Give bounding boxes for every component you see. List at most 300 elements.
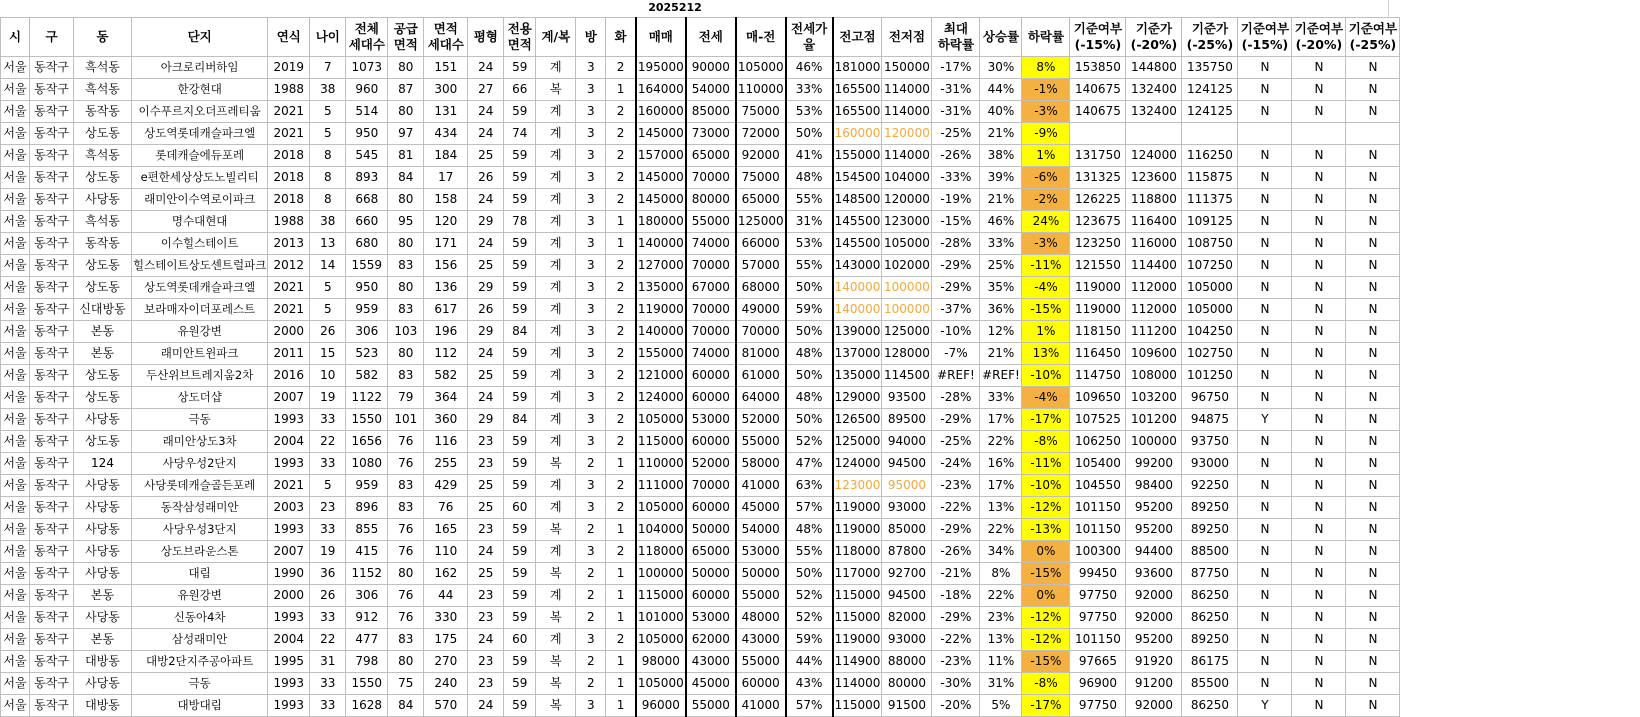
cell[interactable]: 140675 <box>1070 101 1126 123</box>
cell[interactable]: 330 <box>424 607 468 629</box>
cell[interactable]: N <box>1292 299 1346 321</box>
cell[interactable]: 본동 <box>74 629 132 651</box>
cell[interactable]: 196 <box>424 321 468 343</box>
cell[interactable]: 1122 <box>346 387 388 409</box>
cell[interactable]: 2016 <box>268 365 310 387</box>
cell[interactable]: 1993 <box>268 519 310 541</box>
cell[interactable] <box>1126 123 1182 145</box>
cell[interactable]: 2018 <box>268 189 310 211</box>
cell[interactable] <box>1238 123 1292 145</box>
cell[interactable]: 92250 <box>1182 475 1238 497</box>
cell[interactable]: 59 <box>504 255 536 277</box>
cell[interactable]: 26 <box>310 321 346 343</box>
cell[interactable]: N <box>1346 343 1400 365</box>
cell[interactable]: 5 <box>310 475 346 497</box>
cell[interactable]: 86175 <box>1182 651 1238 673</box>
cell[interactable]: 128000 <box>882 343 932 365</box>
cell[interactable]: 33 <box>310 453 346 475</box>
cell[interactable]: 60000 <box>736 673 786 695</box>
cell[interactable]: 서울 <box>1 541 30 563</box>
cell[interactable]: 75000 <box>736 101 786 123</box>
cell[interactable]: 동작구 <box>30 255 74 277</box>
cell[interactable]: 58000 <box>736 453 786 475</box>
cell[interactable]: 88000 <box>882 651 932 673</box>
cell[interactable]: 동작구 <box>30 497 74 519</box>
cell[interactable]: 24 <box>468 387 504 409</box>
cell[interactable]: 서울 <box>1 453 30 475</box>
cell[interactable]: 19 <box>310 387 346 409</box>
cell[interactable]: 1993 <box>268 453 310 475</box>
cell[interactable]: 동작구 <box>30 167 74 189</box>
cell[interactable]: 76 <box>388 431 424 453</box>
cell[interactable]: 93500 <box>882 387 932 409</box>
cell[interactable]: 85000 <box>686 101 736 123</box>
cell[interactable]: 24 <box>468 189 504 211</box>
cell[interactable]: 97 <box>388 123 424 145</box>
cell[interactable]: 104000 <box>882 167 932 189</box>
cell[interactable]: 23 <box>468 585 504 607</box>
cell[interactable]: 116450 <box>1070 343 1126 365</box>
cell[interactable]: 33 <box>310 673 346 695</box>
cell[interactable]: 117000 <box>833 563 882 585</box>
cell[interactable]: 94875 <box>1182 409 1238 431</box>
cell[interactable]: 1 <box>606 233 636 255</box>
cell[interactable]: 145000 <box>636 167 686 189</box>
cell[interactable]: 119000 <box>833 497 882 519</box>
cell[interactable]: 98400 <box>1126 475 1182 497</box>
cell[interactable]: -29% <box>932 409 980 431</box>
cell[interactable]: 160000 <box>833 123 882 145</box>
cell[interactable]: N <box>1346 563 1400 585</box>
cell[interactable]: 17% <box>980 475 1022 497</box>
cell[interactable]: N <box>1346 233 1400 255</box>
cell[interactable]: 668 <box>346 189 388 211</box>
cell[interactable]: 60 <box>504 497 536 519</box>
cell[interactable]: 74 <box>504 123 536 145</box>
cell[interactable]: #REF! <box>932 365 980 387</box>
cell[interactable]: -8% <box>1022 431 1070 453</box>
cell[interactable]: 89250 <box>1182 497 1238 519</box>
cell[interactable]: 2000 <box>268 321 310 343</box>
cell[interactable]: e편한세상상도노빌리티 <box>132 167 268 189</box>
cell[interactable]: 124000 <box>636 387 686 409</box>
cell[interactable]: 59 <box>504 57 536 79</box>
cell[interactable]: 43000 <box>736 629 786 651</box>
cell[interactable]: 48% <box>786 387 833 409</box>
cell[interactable]: 50% <box>786 123 833 145</box>
cell[interactable]: N <box>1346 79 1400 101</box>
cell[interactable]: 102750 <box>1182 343 1238 365</box>
cell[interactable]: 115875 <box>1182 167 1238 189</box>
cell[interactable]: 154500 <box>833 167 882 189</box>
cell[interactable]: N <box>1238 497 1292 519</box>
cell[interactable]: 119000 <box>1070 299 1126 321</box>
cell[interactable]: 60 <box>504 629 536 651</box>
cell[interactable]: 91920 <box>1126 651 1182 673</box>
cell[interactable]: 25 <box>468 563 504 585</box>
cell[interactable]: 47% <box>786 453 833 475</box>
cell[interactable]: 570 <box>424 695 468 717</box>
cell[interactable]: 306 <box>346 585 388 607</box>
cell[interactable]: 계 <box>536 629 576 651</box>
cell[interactable]: 52% <box>786 585 833 607</box>
cell[interactable]: 57% <box>786 497 833 519</box>
cell[interactable]: -23% <box>932 475 980 497</box>
cell[interactable]: 13% <box>980 629 1022 651</box>
cell[interactable]: N <box>1238 387 1292 409</box>
cell[interactable]: N <box>1238 145 1292 167</box>
cell[interactable]: 112000 <box>1126 299 1182 321</box>
cell[interactable]: 38% <box>980 145 1022 167</box>
cell[interactable]: 2 <box>576 651 606 673</box>
cell[interactable]: 래미안상도3차 <box>132 431 268 453</box>
cell[interactable]: 102000 <box>882 255 932 277</box>
cell[interactable]: 240 <box>424 673 468 695</box>
cell[interactable]: 103 <box>388 321 424 343</box>
cell[interactable]: 24 <box>468 343 504 365</box>
cell[interactable]: 26 <box>468 299 504 321</box>
cell[interactable]: N <box>1346 101 1400 123</box>
cell[interactable]: 2 <box>606 321 636 343</box>
cell[interactable]: -25% <box>932 431 980 453</box>
cell[interactable]: 364 <box>424 387 468 409</box>
column-header[interactable]: 하락률 <box>1022 18 1070 57</box>
cell[interactable]: 59 <box>504 607 536 629</box>
cell[interactable]: #REF! <box>980 365 1022 387</box>
cell[interactable]: 1 <box>606 695 636 717</box>
cell[interactable]: N <box>1292 541 1346 563</box>
cell[interactable]: Y <box>1238 695 1292 717</box>
cell[interactable]: 100000 <box>882 277 932 299</box>
cell[interactable]: 145500 <box>833 211 882 233</box>
cell[interactable]: 23 <box>468 431 504 453</box>
cell[interactable]: 123250 <box>1070 233 1126 255</box>
cell[interactable]: 13% <box>980 497 1022 519</box>
cell[interactable]: 복 <box>536 453 576 475</box>
cell[interactable]: 95200 <box>1126 519 1182 541</box>
cell[interactable]: 서울 <box>1 189 30 211</box>
cell[interactable]: -12% <box>1022 497 1070 519</box>
cell[interactable]: 101250 <box>1182 365 1238 387</box>
cell[interactable]: 140000 <box>833 299 882 321</box>
cell[interactable]: 31 <box>310 651 346 673</box>
cell[interactable]: 3 <box>576 123 606 145</box>
cell[interactable]: 84 <box>388 695 424 717</box>
cell[interactable]: 2 <box>606 629 636 651</box>
cell[interactable]: N <box>1292 387 1346 409</box>
cell[interactable]: 10 <box>310 365 346 387</box>
cell[interactable]: 80 <box>388 233 424 255</box>
cell[interactable]: N <box>1292 563 1346 585</box>
cell[interactable]: 1988 <box>268 211 310 233</box>
cell[interactable]: 76 <box>424 497 468 519</box>
cell[interactable]: 복 <box>536 695 576 717</box>
cell[interactable]: 삼성래미안 <box>132 629 268 651</box>
cell[interactable]: 3 <box>576 431 606 453</box>
cell[interactable] <box>1070 123 1126 145</box>
cell[interactable]: 2019 <box>268 57 310 79</box>
cell[interactable]: 계 <box>536 475 576 497</box>
cell[interactable]: 2021 <box>268 123 310 145</box>
cell[interactable]: 24 <box>468 695 504 717</box>
cell[interactable]: 동작구 <box>30 695 74 717</box>
cell[interactable]: 181000 <box>833 57 882 79</box>
cell[interactable]: 33 <box>310 607 346 629</box>
cell[interactable]: 33% <box>980 233 1022 255</box>
cell[interactable]: 유원강변 <box>132 585 268 607</box>
cell[interactable]: 1993 <box>268 607 310 629</box>
cell[interactable]: 복 <box>536 519 576 541</box>
cell[interactable]: 137000 <box>833 343 882 365</box>
cell[interactable]: 68000 <box>736 277 786 299</box>
cell[interactable]: N <box>1292 79 1346 101</box>
cell[interactable]: 75 <box>388 673 424 695</box>
cell[interactable]: N <box>1346 255 1400 277</box>
cell[interactable]: -28% <box>932 233 980 255</box>
cell[interactable]: -29% <box>932 519 980 541</box>
cell[interactable]: 39% <box>980 167 1022 189</box>
cell[interactable]: 서울 <box>1 519 30 541</box>
cell[interactable]: 300 <box>424 79 468 101</box>
cell[interactable]: 복 <box>536 79 576 101</box>
cell[interactable]: -11% <box>1022 255 1070 277</box>
cell[interactable]: 95000 <box>882 475 932 497</box>
cell[interactable]: 80 <box>388 343 424 365</box>
cell[interactable]: 보라매자이더포레스트 <box>132 299 268 321</box>
cell[interactable]: 798 <box>346 651 388 673</box>
cell[interactable]: 2007 <box>268 387 310 409</box>
cell[interactable]: 동작구 <box>30 211 74 233</box>
cell[interactable]: 129000 <box>833 387 882 409</box>
cell[interactable]: N <box>1292 321 1346 343</box>
cell[interactable]: 상도동 <box>74 167 132 189</box>
cell[interactable]: 680 <box>346 233 388 255</box>
cell[interactable]: N <box>1292 519 1346 541</box>
cell[interactable]: 서울 <box>1 629 30 651</box>
cell[interactable]: 16% <box>980 453 1022 475</box>
cell[interactable]: 3 <box>576 629 606 651</box>
cell[interactable]: N <box>1238 431 1292 453</box>
cell[interactable]: -3% <box>1022 101 1070 123</box>
cell[interactable]: 114000 <box>882 101 932 123</box>
cell[interactable]: 70000 <box>686 321 736 343</box>
cell[interactable]: 11% <box>980 651 1022 673</box>
cell[interactable]: 82000 <box>882 607 932 629</box>
cell[interactable]: 동작구 <box>30 387 74 409</box>
cell[interactable]: 서울 <box>1 387 30 409</box>
cell[interactable]: 109650 <box>1070 387 1126 409</box>
cell[interactable]: 124000 <box>1126 145 1182 167</box>
cell[interactable]: 135000 <box>833 365 882 387</box>
cell[interactable]: 156 <box>424 255 468 277</box>
cell[interactable]: 80000 <box>882 673 932 695</box>
cell[interactable]: 60000 <box>686 365 736 387</box>
cell[interactable]: 140000 <box>636 233 686 255</box>
cell[interactable]: 41% <box>786 145 833 167</box>
cell[interactable]: 98000 <box>636 651 686 673</box>
cell[interactable]: 계 <box>536 541 576 563</box>
cell[interactable]: 2 <box>606 387 636 409</box>
cell[interactable]: 14 <box>310 255 346 277</box>
cell[interactable]: 22 <box>310 629 346 651</box>
cell[interactable]: 22% <box>980 585 1022 607</box>
cell[interactable]: 2000 <box>268 585 310 607</box>
cell[interactable]: -7% <box>932 343 980 365</box>
column-header[interactable]: 평형 <box>468 18 504 57</box>
cell[interactable]: 101150 <box>1070 629 1126 651</box>
cell[interactable]: 3 <box>576 145 606 167</box>
cell[interactable]: 84 <box>504 409 536 431</box>
cell[interactable]: 계 <box>536 255 576 277</box>
cell[interactable]: 2021 <box>268 101 310 123</box>
cell[interactable]: 100000 <box>1126 431 1182 453</box>
cell[interactable]: 53000 <box>736 541 786 563</box>
cell[interactable]: N <box>1292 343 1346 365</box>
cell[interactable]: 855 <box>346 519 388 541</box>
column-header[interactable]: 기준여부 (-15%) <box>1070 18 1126 57</box>
cell[interactable]: 112000 <box>1126 277 1182 299</box>
cell[interactable]: 107250 <box>1182 255 1238 277</box>
cell[interactable]: 동작구 <box>30 233 74 255</box>
cell[interactable]: 46% <box>786 57 833 79</box>
cell[interactable]: 108000 <box>1126 365 1182 387</box>
cell[interactable]: 893 <box>346 167 388 189</box>
cell[interactable]: 148500 <box>833 189 882 211</box>
cell[interactable]: 5% <box>980 695 1022 717</box>
cell[interactable]: 950 <box>346 277 388 299</box>
cell[interactable]: N <box>1238 607 1292 629</box>
cell[interactable]: 912 <box>346 607 388 629</box>
cell[interactable]: N <box>1238 563 1292 585</box>
cell[interactable]: 2 <box>606 123 636 145</box>
column-header[interactable]: 전체 세대수 <box>346 18 388 57</box>
cell[interactable]: 76 <box>388 541 424 563</box>
cell[interactable]: 59 <box>504 673 536 695</box>
cell[interactable]: 136 <box>424 277 468 299</box>
cell[interactable]: 31% <box>980 673 1022 695</box>
cell[interactable]: 959 <box>346 299 388 321</box>
cell[interactable]: 1993 <box>268 673 310 695</box>
cell[interactable]: 2018 <box>268 167 310 189</box>
cell[interactable]: 29 <box>468 211 504 233</box>
cell[interactable]: N <box>1346 321 1400 343</box>
cell[interactable]: 동작구 <box>30 189 74 211</box>
cell[interactable]: 2007 <box>268 541 310 563</box>
cell[interactable]: 99200 <box>1126 453 1182 475</box>
column-header[interactable]: 매-전 <box>736 18 786 57</box>
cell[interactable]: 86250 <box>1182 607 1238 629</box>
cell[interactable]: 23 <box>468 673 504 695</box>
cell[interactable]: 63% <box>786 475 833 497</box>
cell[interactable]: 24 <box>468 57 504 79</box>
cell[interactable]: 660 <box>346 211 388 233</box>
cell[interactable]: 52000 <box>736 409 786 431</box>
cell[interactable]: 116 <box>424 431 468 453</box>
cell[interactable]: 91500 <box>882 695 932 717</box>
cell[interactable] <box>1182 123 1238 145</box>
cell[interactable]: 145000 <box>636 123 686 145</box>
cell[interactable]: 34% <box>980 541 1022 563</box>
cell[interactable]: 50000 <box>686 519 736 541</box>
cell[interactable]: 24 <box>468 629 504 651</box>
cell[interactable]: 100000 <box>636 563 686 585</box>
cell[interactable]: -24% <box>932 453 980 475</box>
cell[interactable]: 5 <box>310 101 346 123</box>
cell[interactable]: 89500 <box>882 409 932 431</box>
cell[interactable]: 2013 <box>268 233 310 255</box>
cell[interactable]: N <box>1346 189 1400 211</box>
cell[interactable]: N <box>1238 343 1292 365</box>
cell[interactable]: 87 <box>388 79 424 101</box>
cell[interactable]: N <box>1238 365 1292 387</box>
cell[interactable]: 62000 <box>686 629 736 651</box>
cell[interactable]: 서울 <box>1 475 30 497</box>
cell[interactable]: 70000 <box>686 255 736 277</box>
cell[interactable]: 76 <box>388 585 424 607</box>
cell[interactable]: 13 <box>310 233 346 255</box>
cell[interactable]: 90000 <box>686 57 736 79</box>
cell[interactable]: 94500 <box>882 585 932 607</box>
cell[interactable]: 617 <box>424 299 468 321</box>
cell[interactable]: 사당동 <box>74 563 132 585</box>
cell[interactable]: 44% <box>786 651 833 673</box>
cell[interactable]: N <box>1346 365 1400 387</box>
cell[interactable]: 23% <box>980 607 1022 629</box>
cell[interactable]: N <box>1238 189 1292 211</box>
cell[interactable]: 3 <box>576 409 606 431</box>
cell[interactable]: 동작구 <box>30 277 74 299</box>
cell[interactable]: 95200 <box>1126 497 1182 519</box>
cell[interactable]: 94400 <box>1126 541 1182 563</box>
cell[interactable]: 118000 <box>833 541 882 563</box>
cell[interactable]: 115000 <box>833 695 882 717</box>
cell[interactable]: 105000 <box>636 629 686 651</box>
cell[interactable]: 1 <box>606 651 636 673</box>
cell[interactable]: 155000 <box>833 145 882 167</box>
cell[interactable]: 동작구 <box>30 475 74 497</box>
cell[interactable]: 55000 <box>736 431 786 453</box>
cell[interactable]: 2021 <box>268 475 310 497</box>
column-header[interactable]: 기준가 (-20%) <box>1126 18 1182 57</box>
cell[interactable]: 52000 <box>686 453 736 475</box>
cell[interactable]: 7 <box>310 57 346 79</box>
cell[interactable]: 121550 <box>1070 255 1126 277</box>
cell[interactable]: 서울 <box>1 343 30 365</box>
cell[interactable]: 38 <box>310 211 346 233</box>
cell[interactable]: 계 <box>536 145 576 167</box>
cell[interactable]: 24 <box>468 101 504 123</box>
cell[interactable]: 대방동 <box>74 695 132 717</box>
cell[interactable]: N <box>1346 453 1400 475</box>
cell[interactable]: N <box>1292 453 1346 475</box>
cell[interactable]: N <box>1292 211 1346 233</box>
cell[interactable]: 동작구 <box>30 673 74 695</box>
cell[interactable]: 41000 <box>736 475 786 497</box>
cell[interactable]: N <box>1238 519 1292 541</box>
cell[interactable]: 2 <box>576 607 606 629</box>
cell[interactable]: 13% <box>1022 343 1070 365</box>
column-header[interactable]: 전용 면적 <box>504 18 536 57</box>
cell[interactable]: 신동아4차 <box>132 607 268 629</box>
cell[interactable]: 서울 <box>1 607 30 629</box>
cell[interactable]: 57000 <box>736 255 786 277</box>
cell[interactable]: 아크로리버하임 <box>132 57 268 79</box>
cell[interactable]: 80000 <box>686 189 736 211</box>
column-header[interactable]: 상승률 <box>980 18 1022 57</box>
cell[interactable]: 흑석동 <box>74 57 132 79</box>
cell[interactable]: -23% <box>932 651 980 673</box>
cell[interactable]: 롯데캐슬에듀포레 <box>132 145 268 167</box>
